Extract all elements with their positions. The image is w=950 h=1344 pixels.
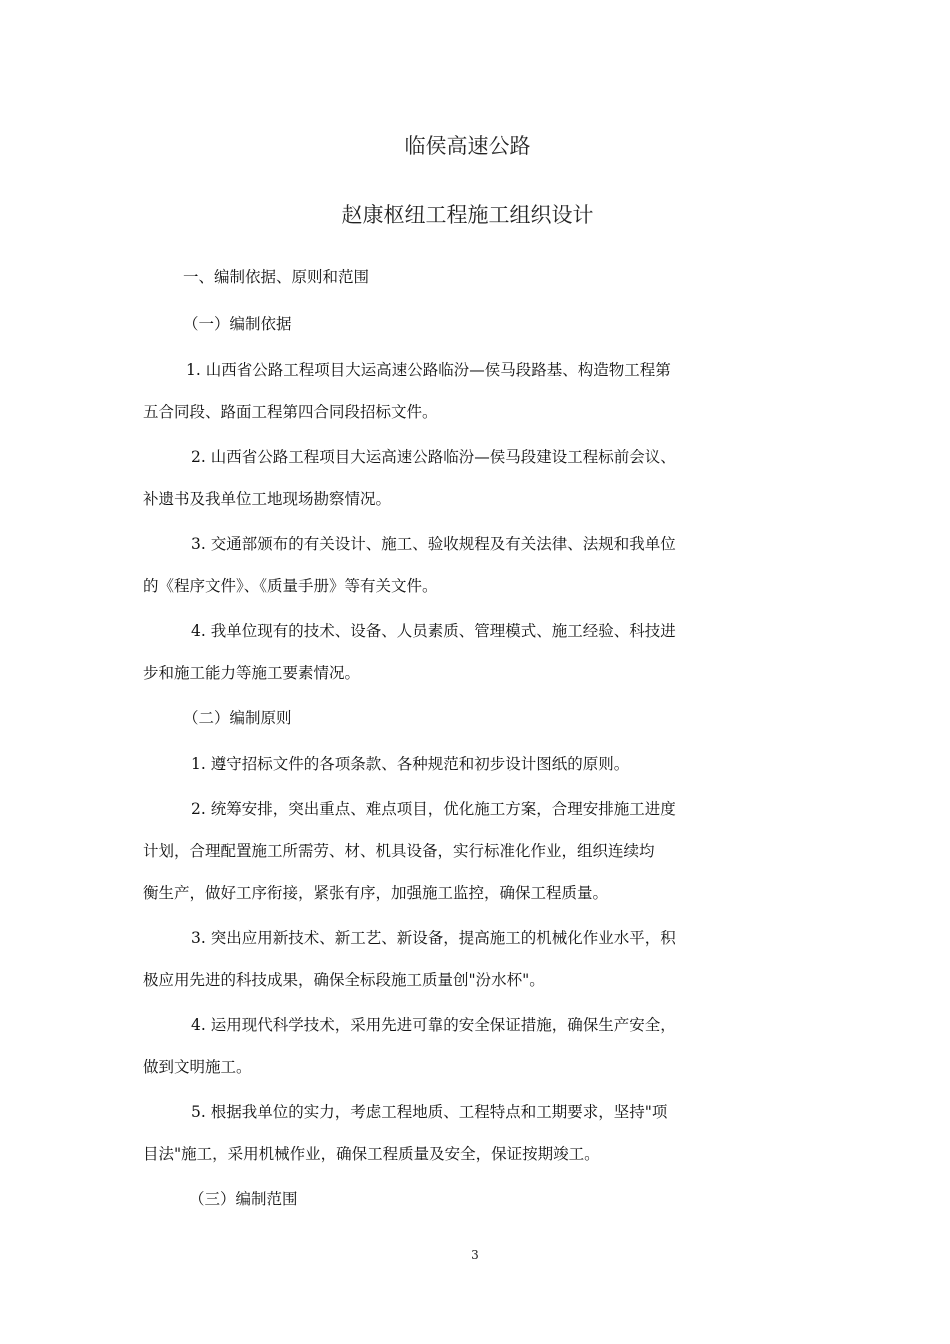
principle-item-2-line-3: 衡生产，做好工序衔接，紧张有序，加强施工监控，确保工程质量。 (143, 884, 609, 902)
basis-item-2-line-1: 2. 山西省公路工程项目大运高速公路临汾—侯马段建设工程标前会议、 (191, 448, 676, 466)
principle-item-3-line-2: 极应用先进的科技成果，确保全标段施工质量创"汾水杯"。 (143, 971, 545, 989)
principle-item-3-line-1: 3. 突出应用新技术、新工艺、新设备，提高施工的机械化作业水平，积 (191, 929, 676, 947)
principle-item-1-line-1: 1. 遵守招标文件的各项条款、各种规范和初步设计图纸的原则。 (191, 755, 630, 773)
basis-item-4-line-2: 步和施工能力等施工要素情况。 (143, 664, 361, 682)
basis-item-1-line-1: 1. 山西省公路工程项目大运高速公路临汾—侯马段路基、构造物工程第 (186, 361, 671, 379)
basis-item-3-line-1: 3. 交通部颁布的有关设计、施工、验收规程及有关法律、法规和我单位 (191, 535, 676, 553)
principle-item-5-line-1: 5. 根据我单位的实力，考虑工程地质、工程特点和工期要求，坚持"项 (191, 1103, 668, 1121)
page-number: 3 (471, 1248, 479, 1262)
document-title: 临侯高速公路 (404, 134, 531, 158)
basis-item-4-line-1: 4. 我单位现有的技术、设备、人员素质、管理模式、施工经验、科技进 (191, 622, 676, 640)
section-heading-1: 一、编制依据、原则和范围 (183, 268, 370, 286)
principle-item-5-line-2: 目法"施工，采用机械作业，确保工程质量及安全，保证按期竣工。 (143, 1145, 600, 1163)
principle-item-2-line-2: 计划，合理配置施工所需劳、材、机具设备，实行标准化作业，组织连续均 (143, 842, 655, 860)
principle-item-4-line-2: 做到文明施工。 (143, 1058, 252, 1076)
document-subtitle: 赵康枢纽工程施工组织设计 (341, 203, 594, 227)
basis-item-1-line-2: 五合同段、路面工程第四合同段招标文件。 (143, 403, 438, 421)
principle-item-4-line-1: 4. 运用现代科学技术，采用先进可靠的安全保证措施，确保生产安全， (191, 1016, 676, 1034)
basis-item-2-line-2: 补遗书及我单位工地现场勘察情况。 (143, 490, 392, 508)
subsection-heading-principles: （二）编制原则 (183, 709, 292, 727)
subsection-heading-basis: （一）编制依据 (183, 315, 292, 333)
principle-item-2-line-1: 2. 统筹安排，突出重点、难点项目，优化施工方案，合理安排施工进度 (191, 800, 676, 818)
basis-item-3-line-2: 的《程序文件》、《质量手册》等有关文件。 (143, 577, 438, 595)
subsection-heading-scope: （三）编制范围 (189, 1190, 298, 1208)
